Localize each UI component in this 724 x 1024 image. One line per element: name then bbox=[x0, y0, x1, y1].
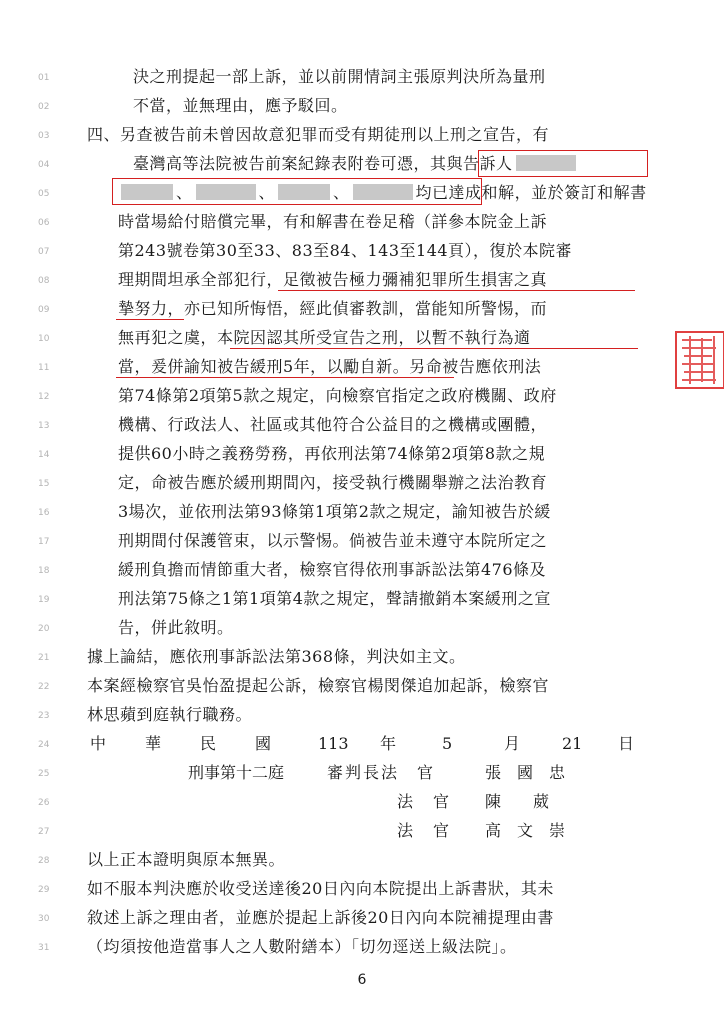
line-number: 07 bbox=[38, 247, 50, 257]
line-number: 15 bbox=[38, 479, 50, 489]
text-line-15: 定，命被告應於緩刑期間內，接受執行機關舉辦之法治教育 bbox=[118, 473, 548, 492]
judge-name: 高文崇 bbox=[485, 821, 582, 840]
line-number: 19 bbox=[38, 595, 50, 605]
line-number: 17 bbox=[38, 537, 50, 547]
text-line-07: 第243號卷第30至33、83至84、143至144頁），復於本院審 bbox=[118, 241, 573, 260]
date-char: 月 bbox=[504, 734, 521, 753]
line-number: 25 bbox=[38, 769, 50, 779]
text-line-08-b: 足徵被告極力彌補犯罪所生損害之真 bbox=[283, 270, 548, 289]
line-number: 05 bbox=[38, 189, 50, 199]
line-number: 10 bbox=[38, 334, 50, 344]
text-line-10-a: 無再犯之虞， bbox=[118, 328, 218, 347]
judge-name: 陳 葳 bbox=[485, 792, 558, 811]
text-line-21: 據上論結，應依刑事訴訟法第368條，判決如主文。 bbox=[87, 647, 466, 666]
line-number: 18 bbox=[38, 566, 50, 576]
line-number: 01 bbox=[38, 73, 50, 83]
text-line-14: 提供60小時之義務勞務，再依刑法第74條第2項第8款之規 bbox=[118, 444, 546, 463]
date-month: 5 bbox=[442, 734, 453, 753]
text-line-10-b: 本院因認其所受宣告之刑，以暫不執行為適 bbox=[217, 328, 531, 347]
text-line-08 bbox=[118, 270, 547, 290]
text-line-19: 刑法第75條之1第1項第4款之規定，聲請撤銷本案緩刑之宣 bbox=[118, 589, 551, 608]
line-number: 14 bbox=[38, 450, 50, 460]
date-day: 21 bbox=[562, 734, 583, 753]
line-number: 28 bbox=[38, 856, 50, 866]
text-line-13: 機構、行政法人、社區或其他符合公益目的之機構或團體， bbox=[118, 415, 548, 434]
underline-mark bbox=[116, 377, 454, 378]
text-line-18: 緩刑負擔而情節重大者，檢察官得依刑事訴訟法第476條及 bbox=[118, 560, 547, 579]
text-line-28: 以上正本證明與原本無異。 bbox=[87, 850, 286, 869]
text-line-16: 3場次，並依刑法第93條第1項第2款之規定，諭知被告於緩 bbox=[118, 502, 551, 521]
court-seal-stamp bbox=[672, 328, 724, 392]
underline-mark bbox=[230, 348, 638, 349]
text-line-05-e: ，並於簽訂和解書 bbox=[514, 183, 647, 202]
date-char: 日 bbox=[618, 734, 635, 753]
line-number: 27 bbox=[38, 827, 50, 837]
line-number: 04 bbox=[38, 160, 50, 170]
line-number: 30 bbox=[38, 914, 50, 924]
line-number: 11 bbox=[38, 363, 50, 373]
text-line-20: 告，併此敘明。 bbox=[118, 618, 234, 637]
text-line-01: 決之刑提起一部上訴，並以前開情詞主張原判決所為量刑 bbox=[133, 67, 546, 86]
text-line-10 bbox=[118, 328, 531, 348]
text-line-12: 第74條第2項第5款之規定，向檢察官指定之政府機關、政府 bbox=[118, 386, 557, 405]
line-number: 08 bbox=[38, 276, 50, 286]
text-line-11-b: 。另命被告應依刑法 bbox=[392, 357, 542, 376]
date-char: 中 bbox=[90, 734, 107, 753]
date-year: 113 bbox=[318, 734, 349, 753]
date-char: 華 bbox=[145, 734, 162, 753]
line-number: 09 bbox=[38, 305, 50, 315]
text-line-22: 本案經檢察官吳怡盈提起公訴，檢察官楊閔傑追加起訴，檢察官 bbox=[87, 676, 550, 695]
text-line-04-a: 臺灣高等法院被告前案紀錄表附卷可憑， bbox=[133, 154, 431, 173]
text-line-29: 如不服本判決應於收受送達後20日內向本院提出上訴書狀，其未 bbox=[87, 879, 554, 898]
text-line-31: （均須按他造當事人之人數附繕本）「切勿逕送上級法院」。 bbox=[87, 937, 517, 956]
text-line-11-a: 當，爰併諭知被告緩刑5年，以勵自新 bbox=[118, 357, 393, 376]
text-line-09-b: ，亦已知所悔悟，經此偵審教訓，當能知所警惕，而 bbox=[167, 299, 548, 318]
line-number: 24 bbox=[38, 740, 50, 750]
separator: 、 bbox=[176, 183, 193, 202]
line-number: 21 bbox=[38, 653, 50, 663]
court-division: 刑事第十二庭 bbox=[188, 763, 285, 782]
text-line-08-a: 理期間坦承全部犯行， bbox=[118, 270, 284, 289]
line-number: 26 bbox=[38, 798, 50, 808]
line-number: 06 bbox=[38, 218, 50, 228]
line-number: 16 bbox=[38, 508, 50, 518]
presiding-judge-name: 張國忠 bbox=[485, 763, 582, 782]
page-number: 6 bbox=[357, 972, 367, 988]
date-char: 民 bbox=[200, 734, 217, 753]
presiding-judge-title: 審判長法 官 bbox=[327, 763, 436, 782]
text-line-03: 四、另查被告前未曾因故意犯罪而受有期徒刑以上刑之宣告，有 bbox=[87, 125, 550, 144]
text-line-09-a: 摯努力 bbox=[118, 299, 168, 318]
text-line-11 bbox=[118, 357, 541, 377]
line-number: 29 bbox=[38, 885, 50, 895]
underline-mark bbox=[116, 319, 184, 320]
judge-title: 法 官 bbox=[397, 821, 452, 840]
text-line-09 bbox=[118, 299, 547, 319]
separator: 、 bbox=[333, 183, 350, 202]
text-line-05-d: 均已達成和解 bbox=[415, 183, 515, 202]
separator: 、 bbox=[258, 183, 276, 202]
date-char: 國 bbox=[255, 734, 272, 753]
line-number: 22 bbox=[38, 682, 50, 692]
text-line-04-b: 其與告訴人 bbox=[430, 154, 513, 173]
line-number: 02 bbox=[38, 102, 50, 112]
text-line-23: 林思蘋到庭執行職務。 bbox=[87, 705, 253, 724]
judge-title: 法 官 bbox=[397, 792, 452, 811]
line-number: 23 bbox=[38, 711, 50, 721]
text-line-02: 不當，並無理由，應予駁回。 bbox=[133, 96, 348, 115]
date-char: 年 bbox=[380, 734, 397, 753]
line-number: 12 bbox=[38, 392, 50, 402]
text-line-30: 敘述上訴之理由者，並應於提起上訴後20日內向本院補提理由書 bbox=[87, 908, 554, 927]
line-number: 31 bbox=[38, 943, 50, 953]
line-number: 13 bbox=[38, 421, 50, 431]
text-line-06: 時當場給付賠償完畢，有和解書在卷足稽（詳參本院金上訴 bbox=[118, 212, 548, 231]
underline-mark bbox=[278, 290, 635, 291]
text-line-17: 刑期間付保護管束，以示警惕。倘被告並未遵守本院所定之 bbox=[118, 531, 548, 550]
highlight-box bbox=[112, 178, 482, 205]
line-number: 20 bbox=[38, 624, 50, 634]
line-number: 03 bbox=[38, 131, 50, 141]
highlight-box bbox=[478, 150, 648, 177]
